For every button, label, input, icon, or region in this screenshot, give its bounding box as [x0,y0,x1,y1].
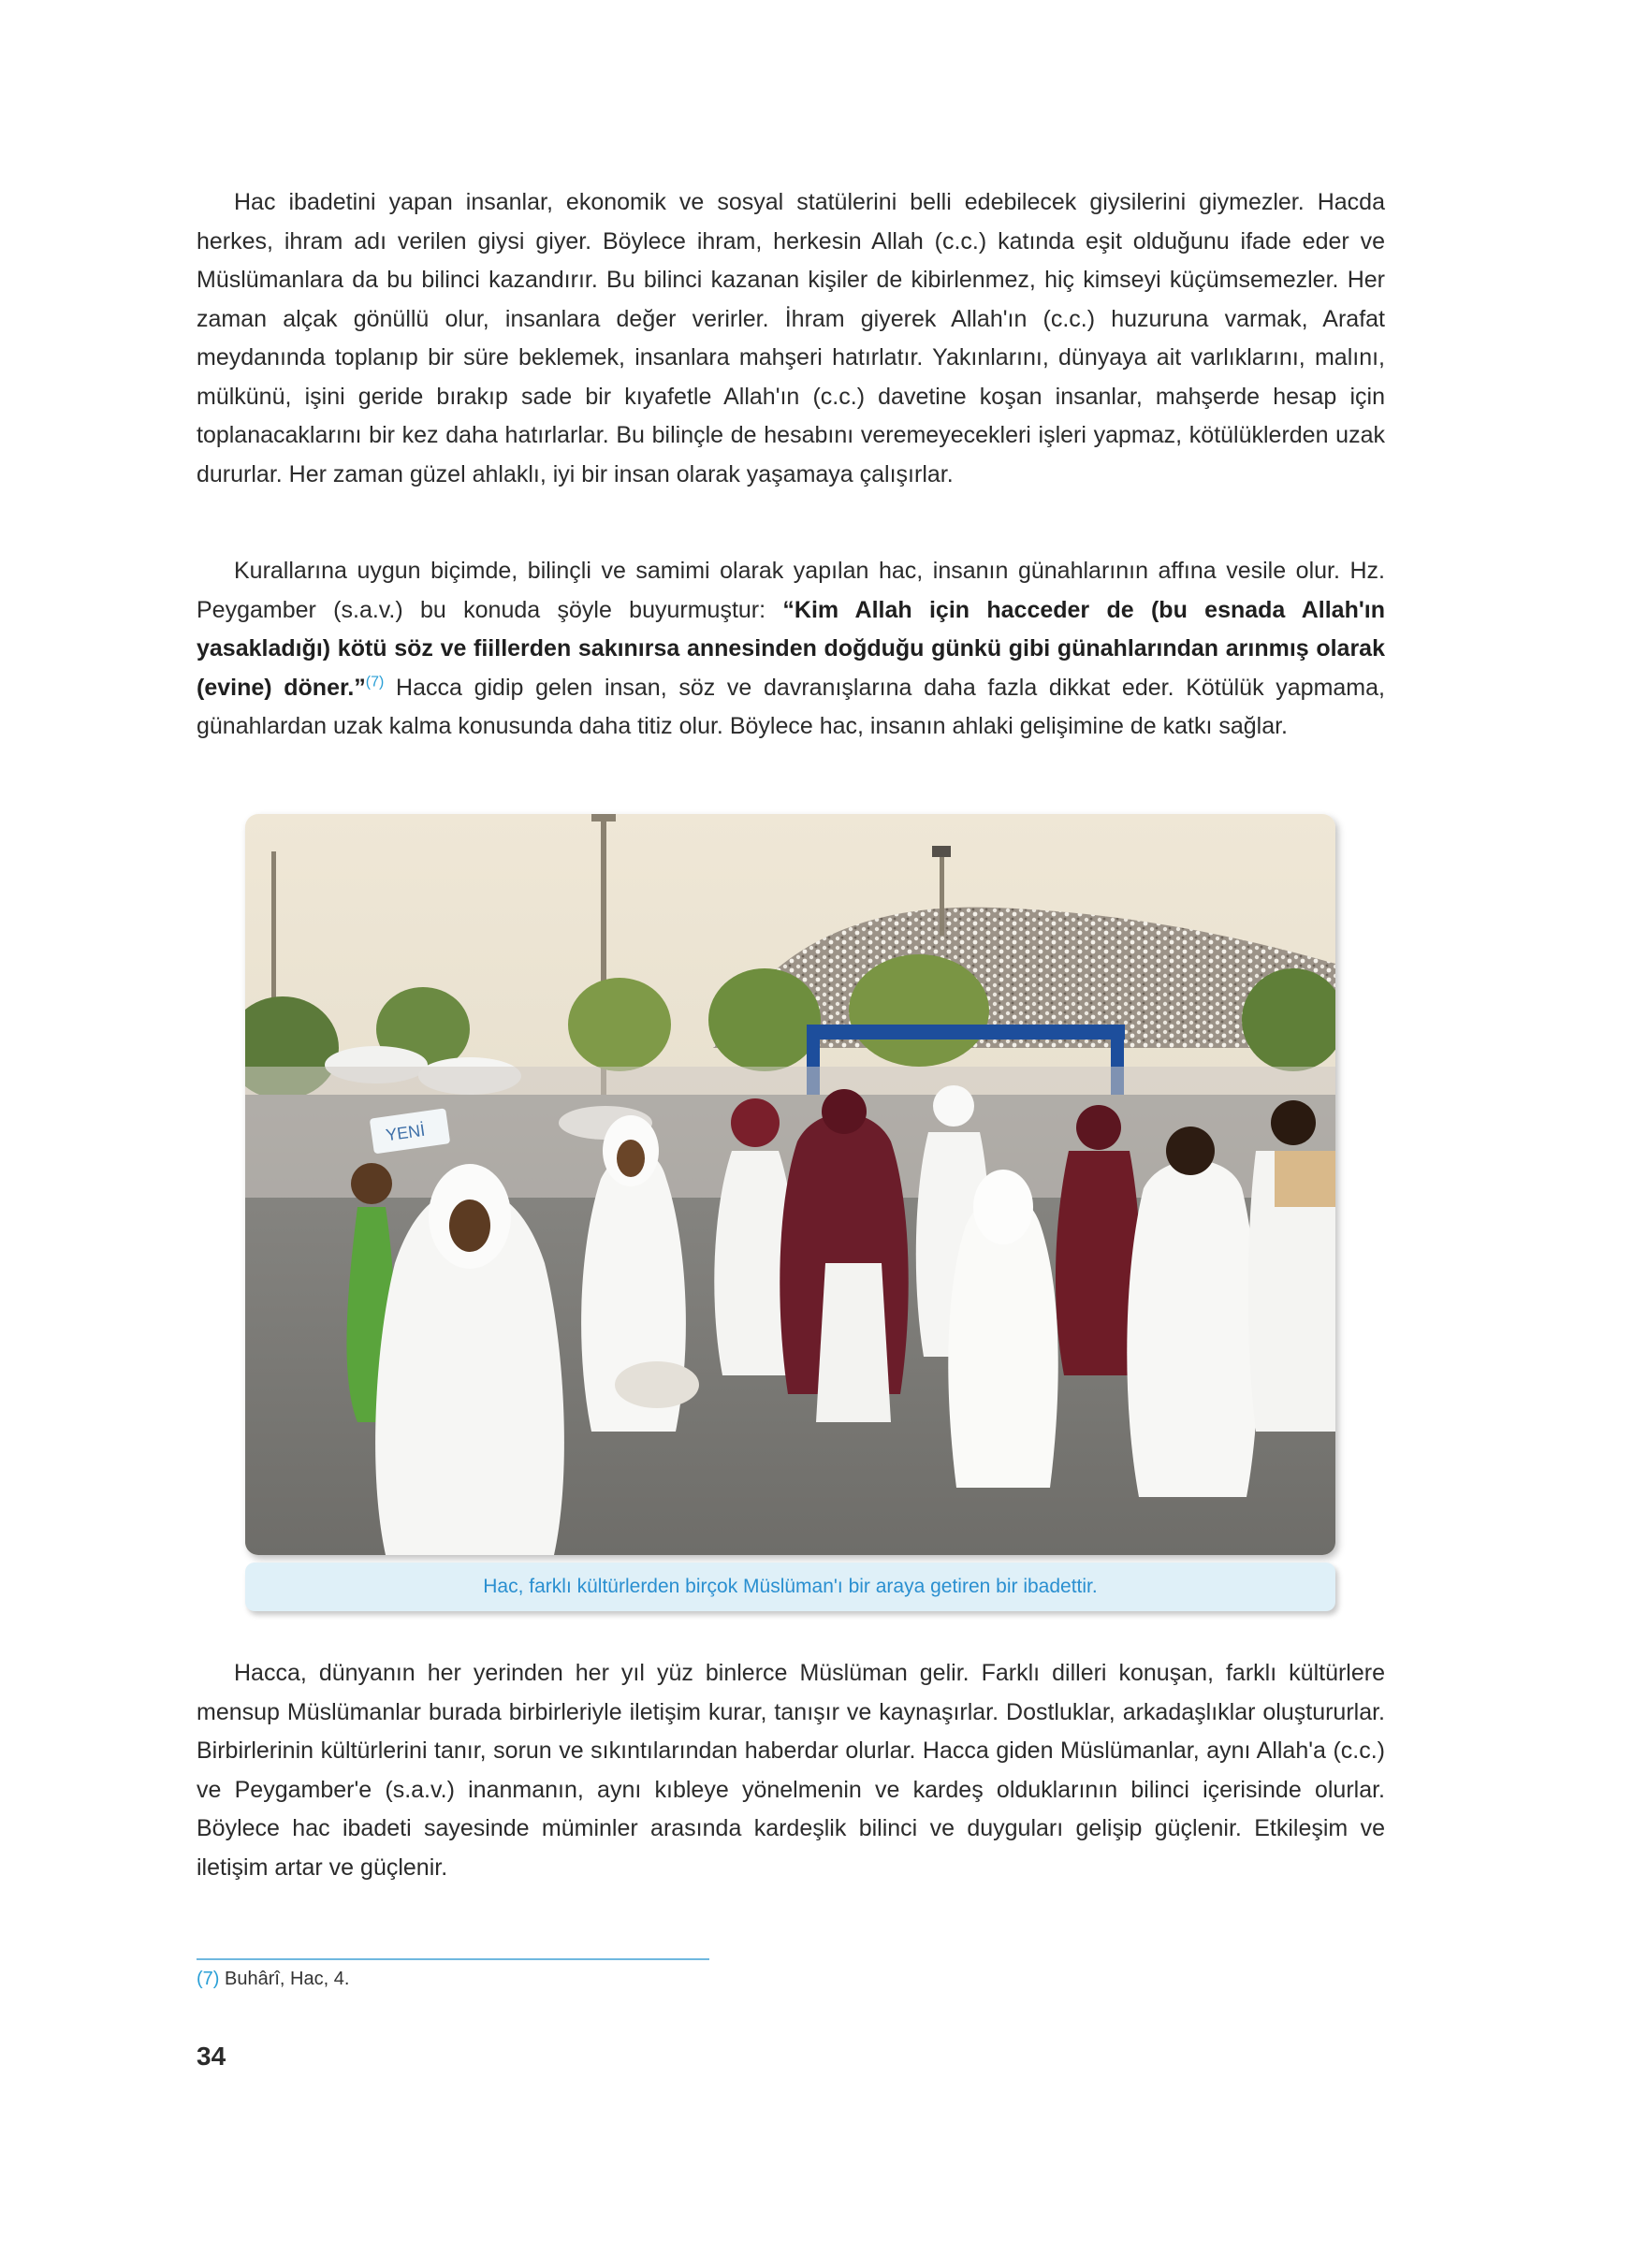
hadith-rest-text: Hacca gidip gelen insan, söz ve davranışlarına daha fazla dikkat eder. Kötülük yapmama, günahlardan uzak kalma konusunda daha titiz olur. Böylece hac, insanın ahlaki gelişimine de katkı sağlar. [197,674,1385,739]
hadith-intro-text: Kurallarına uygun biçimde, bilinçli ve samimi olarak yapılan hac, insanın günahlarının affına vesile olur. Hz. Peygamber (s.a.v.) bu konuda şöyle buyurmuştur: [197,558,1385,623]
paragraph-brotherhood: Hacca, dünyanın her yerinden her yıl yüz binlerce Müslüman gelir. Farklı dilleri konuşan, farklı kültürlere mensup Müslümanlar burada birbirleriyle iletişim kurar, tanışır ve kaynaşırlar. Dostluklar, arkadaşlıklar oluştururlar. Birbirlerinin kültürlerini tanır, sorun ve sıkıntılarından haberdar olurlar. Hacca giden Müslümanlar, aynı Allah'a (c.c.) ve Peygamber'e (s.a.v.) inanmanın, aynı kıbleye yönelmenin ve kardeş olduklarının bilinci içerisinde olurlar. Böylece hac ibadeti sayesinde müminler arasında kardeşlik bilinci ve duyguları gelişip güçlenir. Etkileşim ve iletişim artar ve güçlenir. [197,1660,1385,1881]
footnote [197,1969,349,1990]
pilgrim-sign-text: YENİ [384,1120,427,1145]
photo-caption: Hac, farklı kültürlerden birçok Müslüman'ı bir araya getiren bir ibadettir. [483,1576,1098,1597]
pilgrims-photo-illustration [245,814,1335,1555]
footnote-text: Buhârî, Hac, 4. [219,1969,350,1989]
paragraph-hadith [197,552,1385,747]
footnote-reference[interactable]: (7) [365,674,385,691]
photo-caption-box [245,1563,1335,1611]
footnote-divider [197,1958,709,1960]
paragraph-ihram: Hac ibadetini yapan insanlar, ekonomik ve sosyal statülerini belli edebilecek giysilerini giymezler. Hacda herkes, ihram adı verilen giysi giyer. Böylece ihram, herkesin Allah (c.c.) katında eşit olduğunu ifade eder ve Müslümanlara da bu bilinci kazandırır. Bu bilinci kazanan kişiler de kibirlenmez, hiç kimseyi küçümsemezler. Her zaman alçak gönüllü olur, insanlara değer verirler. İhram giyerek Allah'ın (c.c.) huzuruna varmak, Arafat meydanında toplanıp bir süre beklemek, insanlara mahşeri hatırlatır. Yakınlarını, dünyaya ait varlıklarını, malını, mülkünü, işini geride bırakıp sade bir kıyafetle Allah'ın (c.c.) davetine koşan insanlar, mahşerde hesap için toplanacaklarını bir kez daha hatırlarlar. Bu bilinçle de hesabını veremeyecekleri işleri yapmaz, kötülüklerden uzak dururlar. Her zaman güzel ahlaklı, iyi bir insan olarak yaşamaya çalışırlar. [197,189,1385,487]
pilgrims-photo [245,814,1335,1555]
footnote-marker: (7) [197,1969,220,1989]
hadith-quote: “Kim Allah için hacceder de (bu esnada Allah'ın yasakladığı) kötü söz ve fiillerden sakınırsa annesinden doğduğu günkü gibi günahlarından arınmış olarak (evine) döner.” [197,596,1386,701]
page-number: 34 [197,2042,226,2071]
